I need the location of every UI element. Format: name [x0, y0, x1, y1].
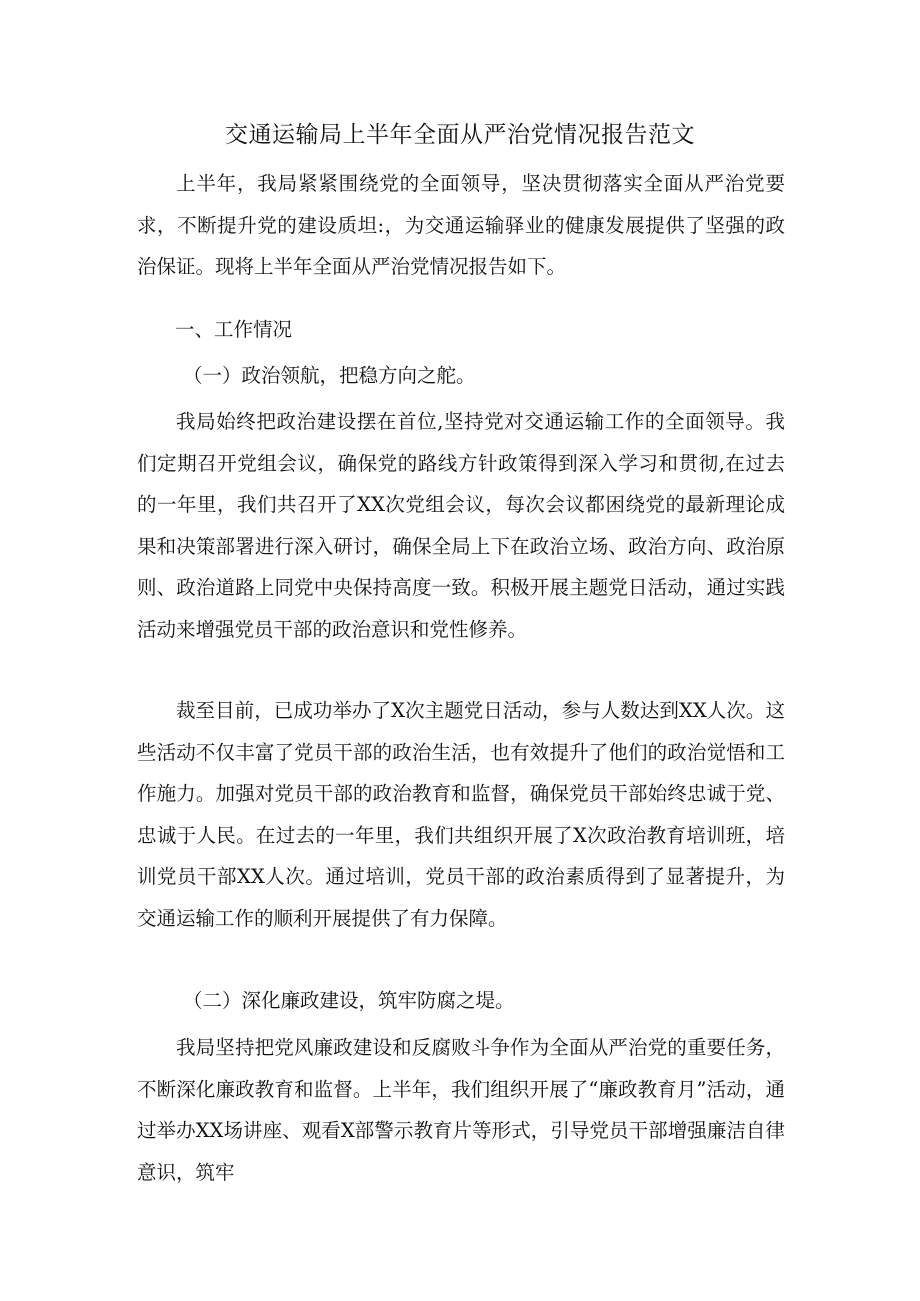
subsection-heading-political-leadership: （一）政治领航，把稳方向之舵。: [183, 364, 476, 387]
subsection-heading-integrity: （二）深化廉政建设，筑牢防腐之堤。: [183, 989, 515, 1012]
document-title: 交通运输局上半年全面从严治党情况报告范文: [225, 122, 695, 148]
section-heading-work-status: 一、工作情况: [175, 318, 293, 341]
intro-paragraph: 上半年，我局紧紧围绕党的全面领导，坚决贯彻落实全面从严治党要求，不断提升党的建设质坦:，为交通运输驿业的健康发展提供了坚强的政治保证。现将上半年全面从严治党情况报告如下。: [137, 172, 785, 278]
paragraph-integrity-education: 我局坚持把党风廉政建设和反腐败斗争作为全面从严治党的重要任务，不断深化廉政教育和监督。上半年，我们组织开展了“廉政教育月”活动，通过举办XX场讲座、观看X部警示教育片等形式，引导党员干部增强廉洁自律意识，筑牢: [137, 1036, 785, 1184]
paragraph-theme-party-day: 裁至目前，已成功举办了X次主题党日活动，参与人数达到XX人次。这些活动不仅丰富了党员干部的政治生活，也有效提升了他们的政治觉悟和工作施力。加强对党员干部的政治教育和监督，确保党员干部始终忠诚于党、忠诚于人民。在过去的一年里，我们共组织开展了X次政治教育培训班，培训党员干部XX人次。通过培训，党员干部的政治素质得到了显著提升，为交通运输工作的顺利开展提供了有力保障。: [137, 699, 785, 930]
paragraph-political-construction: 我局始终把政治建设摆在首位,坚持党对交通运输工作的全面领导。我们定期召开党组会议，确保党的路线方针政策得到深入学习和贯彻,在过去的一年里，我们共召开了XX次党组会议，每次会议都困绕党的最新理论成果和决策部署进行深入研讨，确保全局上下在政治立场、政治方向、政治原则、政治道路上同党中央保持高度一致。积极开展主题党日活动，通过实践活动来增强党员干部的政治意识和党性修养。: [137, 410, 785, 641]
